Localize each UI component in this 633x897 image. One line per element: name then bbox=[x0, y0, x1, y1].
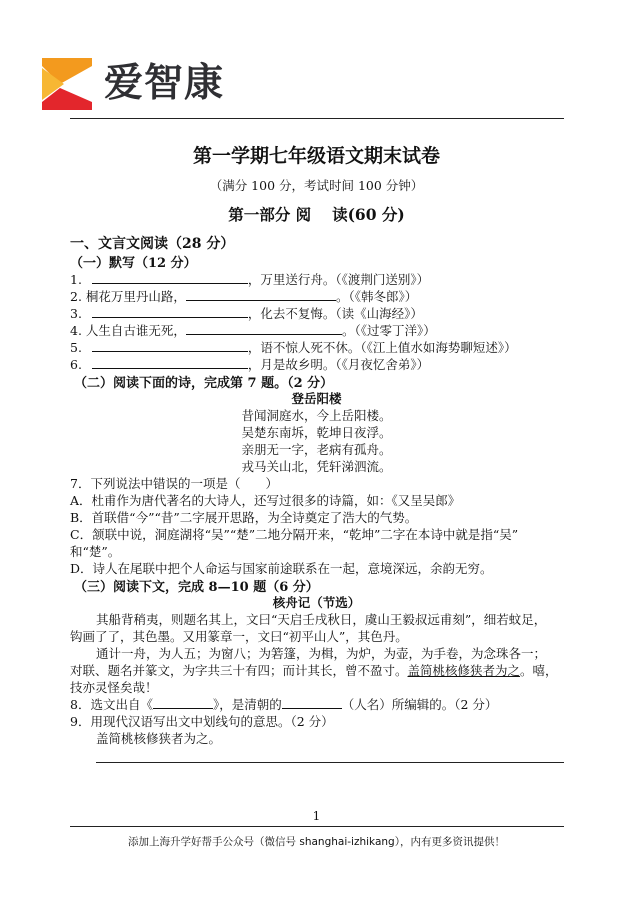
page-number: 1 bbox=[312, 809, 321, 823]
section-heading: 一、文言文阅读（28 分） bbox=[70, 236, 235, 252]
option-c: C．颔联中说，洞庭湖将“吴”“楚”二地分隔开来，“乾坤”二字在本诗中就是指“吴” bbox=[70, 527, 519, 542]
dictation-item: 4. 人生自古谁无死， 。（《过零丁洋》） bbox=[70, 323, 436, 338]
poem-line: 戎马关山北，凭轩涕泗流。 bbox=[241, 459, 392, 474]
question-7: 7．下列说法中错误的一项是（ ） bbox=[70, 476, 278, 491]
answer-blank[interactable] bbox=[282, 697, 342, 709]
brand-name: 爱智康 bbox=[104, 61, 225, 106]
brand-logo-icon bbox=[42, 58, 92, 110]
prose-title: 核舟记（节选） bbox=[272, 595, 361, 610]
question-9-quote: 盖简桃核修狭者为之。 bbox=[96, 731, 222, 746]
dictation-item: 3. ，化去不复悔。（读《山海经》） bbox=[70, 306, 423, 321]
prose-line: 对联、题名并篆文，为字共三十有四；而计其长，曾不盈寸。盖简桃核修狭者为之。嘻， bbox=[70, 663, 558, 678]
page-title: 第一学期七年级语文期末试卷 bbox=[192, 145, 440, 167]
option-a: A．杜甫作为唐代著名的大诗人，还写过很多的诗篇，如：《又呈吴郎》 bbox=[70, 493, 461, 508]
dictation-item: 5. ，语不惊人死不休。（《江上值水如海势聊短述》） bbox=[70, 340, 517, 355]
part-title: 第一部分 阅 读(60 分) bbox=[228, 205, 405, 224]
answer-blank[interactable] bbox=[92, 340, 248, 352]
poem-title: 登岳阳楼 bbox=[291, 391, 342, 406]
answer-blank[interactable] bbox=[186, 323, 342, 335]
prose-line: 其船背稍夷，则题名其上，文曰“天启壬戌秋日，虞山王毅叔远甫刻”，细若蚊足， bbox=[96, 612, 547, 627]
option-c-cont: 和“楚”。 bbox=[70, 544, 121, 559]
underlined-sentence: 盖简桃核修狭者为之 bbox=[407, 663, 521, 678]
prose-line: 钩画了了，其色墨。又用篆章一，文曰“初平山人”，其色丹。 bbox=[70, 629, 408, 644]
poem-heading: （二）阅读下面的诗，完成第 7 题。（2 分） bbox=[74, 376, 334, 391]
poem-line: 吴楚东南坼，乾坤日夜浮。 bbox=[241, 425, 392, 440]
option-b: B．首联借“今”“昔”二字展开思路，为全诗奠定了浩大的气势。 bbox=[70, 510, 418, 525]
header-divider bbox=[70, 118, 564, 119]
dictation-item: 6. ，月是故乡明。（《月夜忆舍弟》） bbox=[70, 357, 430, 372]
footer-text: 添加上海升学好帮手公众号（微信号 shanghai-izhikang），内有更多资讯提供！ bbox=[128, 836, 505, 848]
footer-divider bbox=[70, 826, 564, 827]
answer-blank[interactable] bbox=[153, 697, 213, 709]
answer-blank[interactable] bbox=[92, 357, 248, 369]
dictation-item: 1. ，万里送行舟。（《渡荆门送别》） bbox=[70, 272, 430, 287]
option-d: D．诗人在尾联中把个人命运与国家前途联系在一起，意境深远，余韵无穷。 bbox=[70, 561, 493, 576]
dictation-heading: （一）默写（12 分） bbox=[70, 256, 197, 271]
answer-blank[interactable] bbox=[92, 306, 248, 318]
poem-line: 亲朋无一字，老病有孤舟。 bbox=[241, 442, 392, 457]
dictation-item: 2. 桐花万里丹山路， 。（《韩冬郎》） bbox=[70, 289, 418, 304]
poem-line: 昔闻洞庭水，今上岳阳楼。 bbox=[241, 408, 392, 423]
answer-blank[interactable] bbox=[186, 289, 336, 301]
question-8: 8．选文出自《 》，是清朝的 （人名）所编辑的。（2 分） bbox=[70, 697, 498, 712]
exam-subtitle: （满分 100 分，考试时间 100 分钟） bbox=[209, 178, 424, 193]
prose-line: 技亦灵怪矣哉！ bbox=[70, 680, 158, 695]
answer-line[interactable] bbox=[96, 762, 564, 763]
question-9: 9．用现代汉语写出文中划线句的意思。（2 分） bbox=[70, 714, 334, 729]
prose-line: 通计一舟，为人五；为窗八；为箬篷，为楫，为炉，为壶，为手卷，为念珠各一； bbox=[96, 646, 547, 661]
prose-heading: （三）阅读下文，完成 8—10 题（6 分） bbox=[74, 580, 319, 595]
answer-blank[interactable] bbox=[92, 272, 248, 284]
